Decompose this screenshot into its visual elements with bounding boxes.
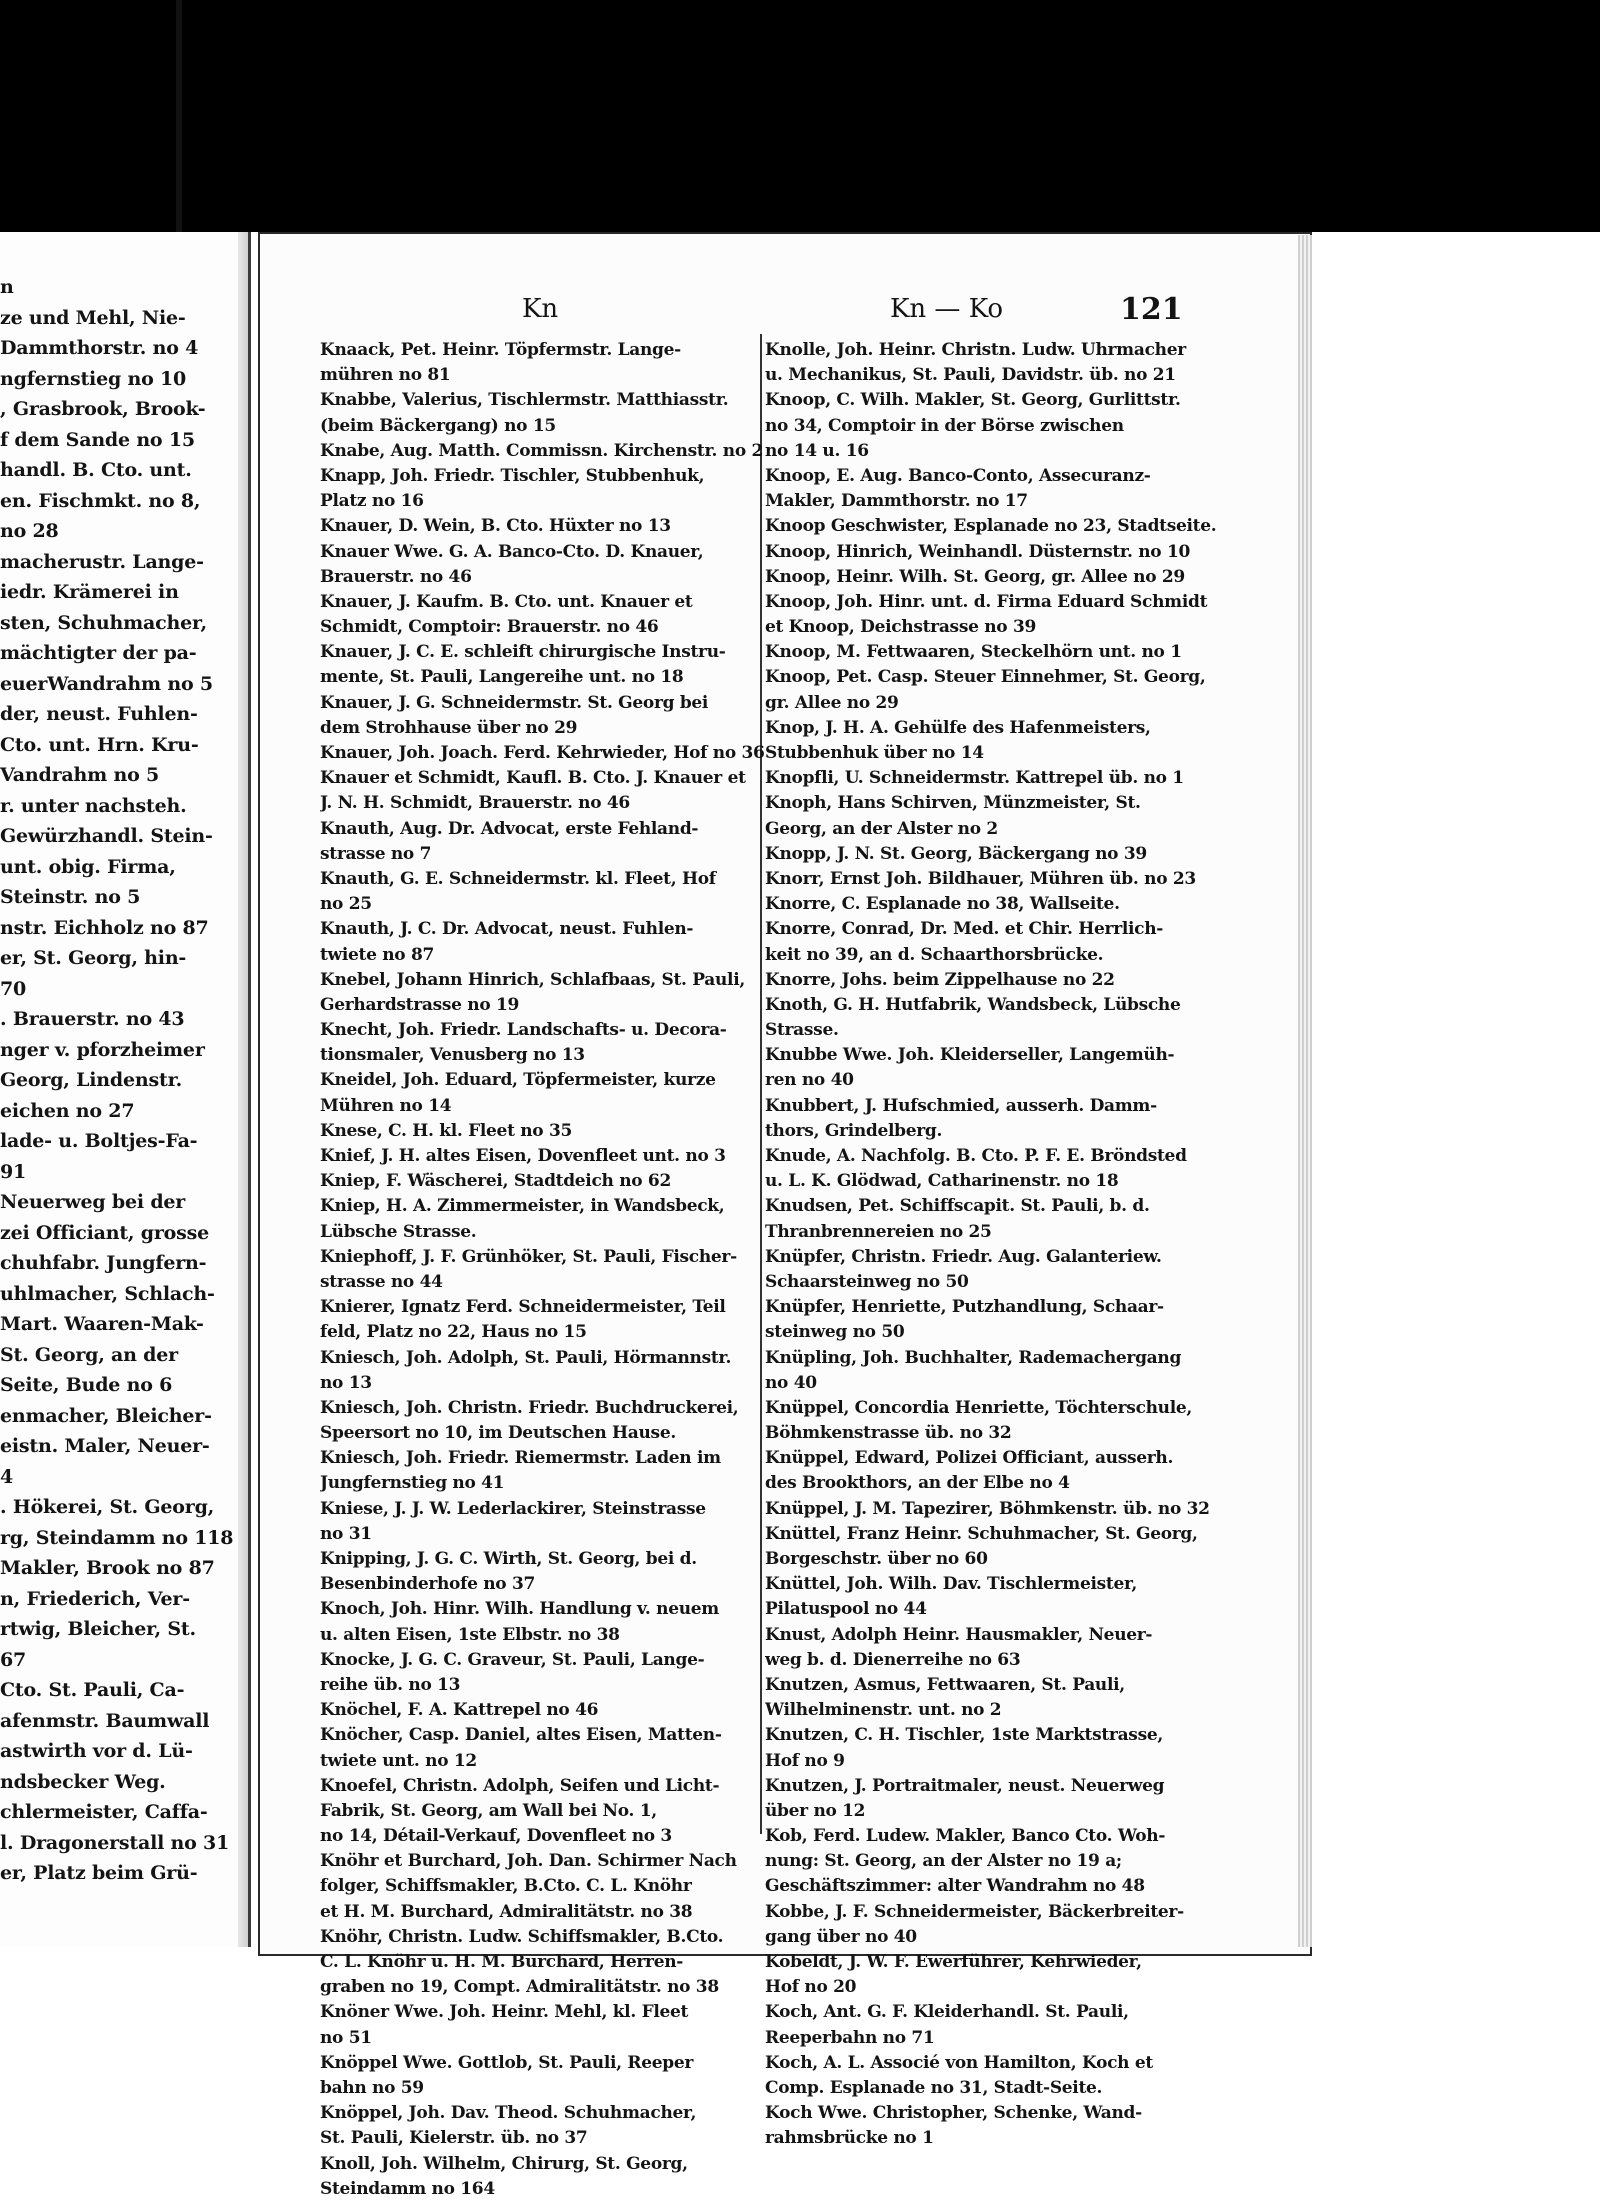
left-page-line: l. Dragonerstall no 31	[0, 1831, 230, 1854]
directory-line: Kniep, F. Wäscherei, Stadtdeich no 62	[320, 1171, 671, 1192]
directory-line: Knauer et Schmidt, Kaufl. B. Cto. J. Knauer et	[320, 768, 746, 789]
directory-line: Knoop Geschwister, Esplanade no 23, Stadtseite.	[765, 516, 1217, 537]
directory-line: Knief, J. H. altes Eisen, Dovenfleet unt. no 3	[320, 1146, 726, 1166]
directory-line: Kniesch, Joh. Friedr. Riemermstr. Laden im	[320, 1448, 721, 1469]
directory-line: feld, Platz no 22, Haus no 15	[320, 1322, 587, 1343]
directory-line: Thranbrennereien no 25	[765, 1221, 992, 1242]
directory-line: rahmsbrücke no 1	[765, 2128, 934, 2149]
directory-line: gang über no 40	[765, 1926, 917, 1947]
directory-line: no 13	[320, 1372, 372, 1393]
left-page-line: handl. B. Cto. unt.	[0, 459, 192, 481]
left-page-line: mächtigter der pa-	[0, 642, 197, 664]
left-page-line: Cto. St. Pauli, Ca-	[0, 1679, 185, 1701]
left-page-line: . Brauerstr. no 43	[0, 1008, 185, 1030]
directory-line: Knopp, J. N. St. Georg, Bäckergang no 39	[765, 843, 1147, 864]
directory-line: Knöppel Wwe. Gottlob, St. Pauli, Reeper	[320, 2052, 694, 2073]
directory-line: Knocke, J. G. C. Graveur, St. Pauli, Lange-	[320, 1649, 705, 1670]
directory-line: Knopfli, U. Schneidermstr. Kattrepel üb. no 1	[765, 768, 1184, 789]
directory-line: Knoop, Heinr. Wilh. St. Georg, gr. Allee no 29	[765, 566, 1185, 587]
directory-line: Lübsche Strasse.	[320, 1221, 477, 1242]
left-page-line: Dammthorstr. no 4	[0, 337, 199, 359]
directory-line: Knoch, Joh. Hinr. Wilh. Handlung v. neuem	[320, 1599, 719, 1620]
directory-line: no 34, Comptoir in der Börse zwischen	[765, 415, 1124, 436]
directory-line: Koch, Ant. G. F. Kleiderhandl. St. Pauli,	[765, 2002, 1129, 2023]
book-spine	[176, 0, 182, 240]
left-page-line: zei Officiant, grosse	[0, 1221, 209, 1244]
left-page-line: 70	[0, 977, 27, 1000]
left-page-line: eistn. Maler, Neuer-	[0, 1435, 210, 1457]
left-page-line: unt. obig. Firma,	[0, 855, 176, 878]
directory-line: Schaarsteinweg no 50	[765, 1271, 969, 1292]
left-page-line: chlermeister, Caffa-	[0, 1801, 208, 1823]
directory-line: Kniephoff, J. F. Grünhöker, St. Pauli, Fischer-	[320, 1246, 737, 1267]
directory-line: Knorr, Ernst Joh. Bildhauer, Mühren üb. no 23	[765, 868, 1196, 889]
directory-line: Knapp, Joh. Friedr. Tischler, Stubbenhuk,	[320, 465, 705, 486]
directory-line: Knauth, Aug. Dr. Advocat, erste Fehland-	[320, 818, 699, 839]
left-page-line: . Hökerei, St. Georg,	[0, 1496, 215, 1518]
directory-line: dem Strohhause über no 29	[320, 717, 578, 738]
directory-line: Fabrik, St. Georg, am Wall bei No. 1,	[320, 1800, 657, 1821]
left-page-line: St. Georg, an der	[0, 1343, 178, 1366]
directory-line: ren no 40	[765, 1070, 854, 1091]
directory-line: twiete no 87	[320, 944, 435, 965]
directory-line: Makler, Dammthorstr. no 17	[765, 491, 1028, 512]
left-page-text	[0, 272, 238, 1889]
directory-line: bahn no 59	[320, 2077, 424, 2098]
directory-line: thors, Grindelberg.	[765, 1120, 943, 1141]
directory-line: Kniesch, Joh. Christn. Friedr. Buchdruckerei,	[320, 1397, 739, 1418]
directory-line: Knecht, Joh. Friedr. Landschafts- u. Decora-	[320, 1020, 727, 1041]
directory-line: Knauer, J. C. E. schleift chirurgische Instru-	[320, 642, 726, 663]
directory-line: Knipping, J. G. C. Wirth, St. Georg, bei d.	[320, 1549, 697, 1569]
directory-line: no 40	[765, 1372, 817, 1393]
directory-line: no 51	[320, 2027, 372, 2048]
left-page-line: f dem Sande no 15	[0, 428, 195, 451]
directory-line: Knebel, Johann Hinrich, Schlafbaas, St. Pauli,	[320, 969, 745, 990]
left-page-line: Gewürzhandl. Stein-	[0, 825, 213, 847]
directory-line: Stubbenhuk über no 14	[765, 743, 984, 763]
directory-line: Platz no 16	[320, 491, 424, 512]
left-page-line: afenmstr. Baumwall	[0, 1709, 210, 1732]
left-page-line: eichen no 27	[0, 1099, 135, 1122]
directory-line: Knoefel, Christn. Adolph, Seifen und Licht-	[320, 1775, 720, 1796]
directory-line: Knop, J. H. A. Gehülfe des Hafenmeisters,	[765, 717, 1151, 738]
left-page-line: chuhfabr. Jungfern-	[0, 1252, 207, 1274]
directory-line: St. Pauli, Kielerstr. üb. no 37	[320, 2128, 588, 2149]
directory-line: strasse no 44	[320, 1271, 443, 1292]
directory-line: Knaack, Pet. Heinr. Töpfermstr. Lange-	[320, 340, 681, 360]
directory-line: (beim Bäckergang) no 15	[320, 415, 556, 436]
left-page-line: Georg, Lindenstr.	[0, 1069, 183, 1091]
directory-line: Knüpfer, Henriette, Putzhandlung, Schaar-	[765, 1297, 1164, 1318]
directory-line: des Brookthors, an der Elbe no 4	[765, 1473, 1070, 1494]
directory-line: Pilatuspool no 44	[765, 1599, 927, 1620]
directory-line: u. Mechanikus, St. Pauli, Davidstr. üb. no 21	[765, 365, 1176, 386]
left-page-line: enmacher, Bleicher-	[0, 1404, 212, 1427]
header-center: Kn — Ko	[890, 294, 1004, 324]
directory-line: Koch Wwe. Christopher, Schenke, Wand-	[765, 2103, 1142, 2124]
directory-line: Knöner Wwe. Joh. Heinr. Mehl, kl. Fleet	[320, 2002, 689, 2023]
directory-line: Knubbe Wwe. Joh. Kleiderseller, Langemüh-	[765, 1045, 1175, 1066]
left-page-line: iedr. Krämerei in	[0, 581, 179, 603]
directory-line: Knudsen, Pet. Schiffscapit. St. Pauli, b. d.	[765, 1196, 1150, 1217]
left-page-line: , Grasbrook, Brook-	[0, 398, 206, 420]
left-page-line: Steinstr. no 5	[0, 886, 141, 908]
directory-line: Knoop, M. Fettwaaren, Steckelhörn unt. no 1	[765, 642, 1182, 663]
directory-line: strasse no 7	[320, 843, 432, 864]
directory-line: Knoop, C. Wilh. Makler, St. Georg, Gurlittstr.	[765, 390, 1181, 411]
directory-line: Knauth, J. C. Dr. Advocat, neust. Fuhlen-	[320, 919, 694, 940]
directory-line: Knorre, Johs. beim Zippelhause no 22	[765, 969, 1115, 990]
directory-line: C. L. Knöhr u. H. M. Burchard, Herren-	[320, 1952, 684, 1972]
left-page-line: Seite, Bude no 6	[0, 1374, 173, 1396]
directory-line: Knauth, G. E. Schneidermstr. kl. Fleet, Hof	[320, 868, 716, 889]
directory-line: Knese, C. H. kl. Fleet no 35	[320, 1120, 573, 1141]
left-page-line: Cto. unt. Hrn. Kru-	[0, 733, 199, 756]
directory-line: Knabbe, Valerius, Tischlermstr. Matthiasstr.	[320, 390, 729, 411]
directory-line: Kniep, H. A. Zimmermeister, in Wandsbeck,	[320, 1196, 725, 1217]
left-page-line: Mart. Waaren-Mak-	[0, 1313, 204, 1335]
directory-line: Knüppel, Concordia Henriette, Töchterschule,	[765, 1397, 1193, 1418]
left-page-line: sten, Schuhmacher,	[0, 611, 207, 634]
directory-line: u. L. K. Glödwad, Catharinenstr. no 18	[765, 1171, 1119, 1192]
left-page-line: rg, Steindamm no 118	[0, 1526, 234, 1549]
directory-line: nung: St. Georg, an der Alster no 19 a;	[765, 1851, 1122, 1872]
header-left: Kn	[522, 294, 559, 324]
directory-line: Geschäftszimmer: alter Wandrahm no 48	[765, 1876, 1145, 1897]
left-page-line: uhlmacher, Schlach-	[0, 1282, 215, 1305]
directory-line: Hof no 20	[765, 1977, 857, 1998]
directory-line: Knutzen, Asmus, Fettwaaren, St. Pauli,	[765, 1674, 1125, 1695]
directory-line: Knöhr et Burchard, Joh. Dan. Schirmer Nach	[320, 1851, 737, 1872]
directory-line: Knoop, Pet. Casp. Steuer Einnehmer, St. Georg,	[765, 667, 1206, 688]
left-page-line: der, neust. Fuhlen-	[0, 703, 198, 725]
directory-line: Comp. Esplanade no 31, Stadt-Seite.	[765, 2077, 1103, 2098]
directory-line: Knauer, J. Kaufm. B. Cto. unt. Knauer et	[320, 591, 693, 612]
directory-line: Böhmkenstrasse üb. no 32	[765, 1423, 1012, 1444]
directory-line: Knüppel, J. M. Tapezirer, Böhmkenstr. üb. no 32	[765, 1498, 1210, 1519]
directory-line: Borgeschstr. über no 60	[765, 1549, 988, 1569]
directory-line: no 14 u. 16	[765, 440, 869, 461]
directory-line: Knüttel, Joh. Wilh. Dav. Tischlermeister,	[765, 1574, 1138, 1595]
directory-line: Kniesch, Joh. Adolph, St. Pauli, Hörmannstr.	[320, 1347, 732, 1368]
directory-line: Knoll, Joh. Wilhelm, Chirurg, St. Georg,	[320, 2153, 688, 2174]
directory-line: Knubbert, J. Hufschmied, ausserh. Damm-	[765, 1095, 1157, 1116]
directory-line: Knoph, Hans Schirven, Münzmeister, St.	[765, 793, 1141, 814]
left-page-line: 91	[0, 1160, 27, 1183]
directory-line: Kneidel, Joh. Eduard, Töpfermeister, kurze	[320, 1070, 716, 1091]
left-column	[320, 338, 772, 2202]
directory-line: no 25	[320, 894, 372, 915]
directory-line: Knöcher, Casp. Daniel, altes Eisen, Matten-	[320, 1725, 722, 1746]
directory-line: Kobeldt, J. W. F. Ewerführer, Kehrwieder,	[765, 1952, 1142, 1972]
page-header	[260, 294, 1310, 334]
left-page-line: 67	[0, 1648, 27, 1671]
left-page-line: n, Friederich, Ver-	[0, 1587, 190, 1610]
directory-line: Knierer, Ignatz Ferd. Schneidermeister, Teil	[320, 1297, 726, 1318]
left-page	[0, 232, 251, 1947]
directory-line: Kobbe, J. F. Schneidermeister, Bäckerbreiter-	[765, 1901, 1184, 1922]
directory-line: Knoop, Joh. Hinr. unt. d. Firma Eduard Schmidt	[765, 591, 1208, 612]
directory-line: Jungfernstieg no 41	[320, 1473, 505, 1494]
directory-line: Knüttel, Franz Heinr. Schuhmacher, St. Georg,	[765, 1523, 1198, 1544]
directory-line: gr. Allee no 29	[765, 692, 899, 713]
directory-line: Hof no 9	[765, 1750, 845, 1771]
left-page-line: Makler, Brook no 87	[0, 1557, 215, 1579]
directory-line: no 31	[320, 1523, 372, 1544]
page-edge-stack	[1298, 235, 1312, 1947]
directory-line: Knutzen, C. H. Tischler, 1ste Marktstrasse,	[765, 1725, 1163, 1746]
directory-line: Knöppel, Joh. Dav. Theod. Schuhmacher,	[320, 2103, 697, 2124]
left-page-line: no 28	[0, 520, 59, 542]
directory-line: Knoth, G. H. Hutfabrik, Wandsbeck, Lübsche	[765, 994, 1181, 1015]
directory-line: Knutzen, J. Portraitmaler, neust. Neuerweg	[765, 1775, 1165, 1796]
directory-line: Gerhardstrasse no 19	[320, 994, 520, 1015]
directory-line: Speersort no 10, im Deutschen Hause.	[320, 1423, 676, 1444]
directory-line: Knauer Wwe. G. A. Banco-Cto. D. Knauer,	[320, 541, 704, 562]
directory-line: Koch, A. L. Associé von Hamilton, Koch et	[765, 2052, 1153, 2073]
directory-line: Knüpling, Joh. Buchhalter, Rademachergang	[765, 1347, 1182, 1368]
directory-line: J. N. H. Schmidt, Brauerstr. no 46	[320, 793, 630, 814]
left-page-line: nger v. pforzheimer	[0, 1038, 205, 1061]
directory-line: Wilhelminenstr. unt. no 2	[765, 1700, 1002, 1721]
directory-line: Strasse.	[765, 1020, 839, 1041]
directory-line: Knauer, Joh. Joach. Ferd. Kehrwieder, Hof no 36	[320, 743, 765, 763]
directory-line: Knoop, E. Aug. Banco-Conto, Assecuranz-	[765, 465, 1151, 486]
left-page-line: Neuerweg bei der	[0, 1191, 186, 1213]
directory-line: mente, St. Pauli, Langereihe unt. no 18	[320, 667, 684, 688]
directory-line: no 14, Détail-Verkauf, Dovenfleet no 3	[320, 1826, 672, 1847]
left-page-line: r. unter nachsteh.	[0, 794, 187, 817]
left-page-line: euerWandrahm no 5	[0, 672, 213, 695]
left-page-line: Vandrahm no 5	[0, 764, 159, 786]
directory-line: Brauerstr. no 46	[320, 566, 472, 587]
directory-line: Knöchel, F. A. Kattrepel no 46	[320, 1700, 599, 1721]
directory-line: steinweg no 50	[765, 1322, 905, 1343]
directory-line: Knüppel, Edward, Polizei Officiant, ausserh.	[765, 1448, 1174, 1469]
right-column	[765, 338, 1225, 2152]
left-page-line: n	[0, 276, 14, 298]
directory-line: mühren no 81	[320, 365, 451, 386]
left-page-edge	[238, 232, 248, 1947]
left-page-line: 4	[0, 1465, 14, 1488]
directory-line: Kniese, J. J. W. Lederlackirer, Steinstrasse	[320, 1498, 706, 1519]
directory-line: Mühren no 14	[320, 1095, 452, 1116]
scan-background-top	[0, 0, 1600, 232]
directory-line: Steindamm no 164	[320, 2178, 495, 2199]
directory-line: et Knoop, Deichstrasse no 39	[765, 617, 1036, 638]
directory-line: weg b. d. Dienerreihe no 63	[765, 1649, 1021, 1670]
directory-line: Knöhr, Christn. Ludw. Schiffsmakler, B.Cto.	[320, 1926, 724, 1947]
directory-line: Reeperbahn no 71	[765, 2027, 935, 2048]
directory-line: graben no 19, Compt. Admiralitätstr. no 38	[320, 1977, 719, 1998]
directory-line: Knorre, C. Esplanade no 38, Wallseite.	[765, 894, 1120, 915]
left-page-line: lade- u. Boltjes-Fa-	[0, 1130, 198, 1152]
directory-line: Knauer, J. G. Schneidermstr. St. Georg bei	[320, 692, 709, 713]
directory-line: Knabe, Aug. Matth. Commissn. Kirchenstr. no 2	[320, 440, 764, 461]
directory-line: tionsmaler, Venusberg no 13	[320, 1045, 585, 1066]
left-page-line: er, Platz beim Grü-	[0, 1862, 198, 1884]
directory-line: Knoop, Hinrich, Weinhandl. Düsternstr. no 10	[765, 541, 1191, 562]
page-number: 121	[1120, 292, 1183, 327]
directory-line: et H. M. Burchard, Admiralitätstr. no 38	[320, 1901, 693, 1922]
directory-line: u. alten Eisen, 1ste Elbstr. no 38	[320, 1624, 620, 1645]
directory-line: folger, Schiffsmakler, B.Cto. C. L. Knöhr	[320, 1876, 692, 1897]
left-page-line: rtwig, Bleicher, St.	[0, 1618, 196, 1640]
left-page-line: er, St. Georg, hin-	[0, 947, 187, 969]
directory-line: Schmidt, Comptoir: Brauerstr. no 46	[320, 617, 659, 638]
left-page-line: ze und Mehl, Nie-	[0, 306, 186, 329]
directory-line: twiete unt. no 12	[320, 1750, 477, 1771]
directory-line: Besenbinderhofe no 37	[320, 1574, 536, 1595]
directory-line: reihe üb. no 13	[320, 1674, 461, 1695]
directory-line: keit no 39, an d. Schaarthorsbrücke.	[765, 944, 1104, 965]
left-page-line: astwirth vor d. Lü-	[0, 1740, 193, 1762]
directory-line: Knolle, Joh. Heinr. Christn. Ludw. Uhrmacher	[765, 340, 1186, 360]
directory-line: Kob, Ferd. Ludew. Makler, Banco Cto. Woh-	[765, 1826, 1166, 1847]
directory-line: über no 12	[765, 1800, 866, 1821]
left-page-line: en. Fischmkt. no 8,	[0, 489, 201, 512]
right-page	[258, 232, 1312, 2199]
directory-line: Knude, A. Nachfolg. B. Cto. P. F. E. Bröndsted	[765, 1146, 1187, 1166]
left-page-line: nstr. Eichholz no 87	[0, 916, 209, 939]
left-page-line: ngfernstieg no 10	[0, 367, 187, 390]
directory-line: Knüpfer, Christn. Friedr. Aug. Galanteriew.	[765, 1246, 1162, 1267]
directory-line: Knauer, D. Wein, B. Cto. Hüxter no 13	[320, 516, 671, 537]
directory-line: Knust, Adolph Heinr. Hausmakler, Neuer-	[765, 1624, 1153, 1645]
directory-line: Knorre, Conrad, Dr. Med. et Chir. Herrlich-	[765, 919, 1164, 940]
left-page-line: macherustr. Lange-	[0, 550, 204, 573]
left-page-line: ndsbecker Weg.	[0, 1770, 166, 1793]
directory-line: Georg, an der Alster no 2	[765, 818, 998, 839]
